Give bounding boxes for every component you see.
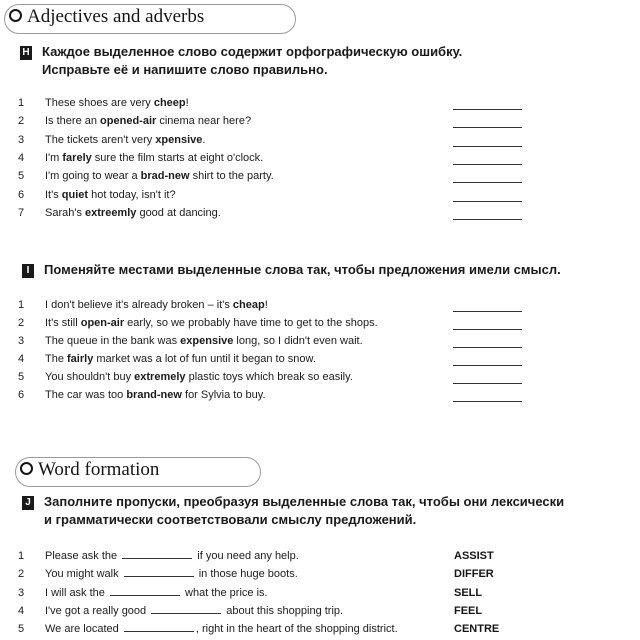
task1-row <box>0 167 640 185</box>
sentence-end: sure the film starts at eight o'clock. <box>91 151 264 164</box>
sentence-end: good at dancing. <box>136 206 221 219</box>
task3-row <box>0 620 640 638</box>
item-sentence <box>45 332 363 350</box>
sentence-start: Please ask the <box>45 550 121 562</box>
item-number: 7 <box>18 206 25 219</box>
answer-line[interactable] <box>453 347 522 348</box>
task3-row <box>0 602 640 620</box>
task-badge-h: Н <box>20 46 32 60</box>
item-number: 6 <box>18 389 25 401</box>
sentence-end: early, so we probably have time to get to the shops. <box>124 317 378 329</box>
sentence-end: ! <box>264 299 268 311</box>
sentence-end: shirt to the party. <box>189 170 274 183</box>
item-sentence <box>45 94 189 112</box>
highlighted-word: fairly <box>67 353 94 365</box>
item-sentence <box>45 584 268 602</box>
keyword: CENTRE <box>454 623 500 636</box>
sentence-end: . <box>202 133 206 146</box>
sentence-end: market was a lot of fun until it began to snow. <box>93 353 316 365</box>
task2-row <box>0 296 640 314</box>
item-number: 3 <box>18 133 25 146</box>
highlighted-word: extremely <box>134 371 186 383</box>
answer-blank[interactable] <box>122 548 192 559</box>
answer-line[interactable] <box>453 311 522 312</box>
answer-line[interactable] <box>453 329 522 330</box>
sentence-start: I've got a really good <box>45 604 150 617</box>
sentence-end: if you need any help. <box>194 550 299 562</box>
sentence-start: The tickets aren't very <box>45 133 156 146</box>
highlighted-word: farely <box>62 151 92 164</box>
task1-instruction-line1: Каждое выделенное слово содержит орфографическую ошибку. <box>42 44 463 59</box>
circle-bullet-icon <box>9 9 22 22</box>
task1-row <box>0 94 640 112</box>
sentence-end: for Sylvia to buy. <box>181 389 266 401</box>
sentence-start: You might walk <box>45 568 122 581</box>
sentence-end: ! <box>185 97 189 109</box>
task1-row <box>0 131 640 149</box>
task1-row <box>0 204 640 222</box>
highlighted-word: cheap <box>232 299 265 311</box>
highlighted-word: xpensive <box>155 133 203 146</box>
answer-line[interactable] <box>453 109 522 110</box>
sentence-start: It's <box>45 188 62 201</box>
highlighted-word: brad-new <box>140 170 190 183</box>
task2-row <box>0 332 640 350</box>
answer-line[interactable] <box>453 219 522 220</box>
item-sentence <box>45 386 266 404</box>
item-number: 3 <box>18 335 25 347</box>
item-sentence <box>45 296 268 314</box>
sentence-start: These shoes are very <box>45 97 154 109</box>
item-sentence <box>45 131 205 149</box>
item-number: 5 <box>18 170 25 183</box>
item-sentence <box>45 350 316 368</box>
item-number: 3 <box>18 586 25 599</box>
highlighted-word: quiet <box>61 188 89 201</box>
sentence-start: You shouldn't buy <box>45 371 135 383</box>
item-sentence <box>45 204 221 222</box>
sentence-end: in those huge boots. <box>195 568 298 581</box>
item-number: 4 <box>18 151 25 164</box>
item-number: 1 <box>18 97 25 109</box>
keyword: DIFFER <box>454 568 494 581</box>
sentence-start: I'm <box>45 151 63 164</box>
sentence-start: I will ask the <box>45 586 108 599</box>
task-badge-j: J <box>22 496 34 510</box>
item-sentence <box>45 112 251 130</box>
answer-line[interactable] <box>453 401 522 402</box>
highlighted-word: opened-air <box>100 115 157 128</box>
section-title-adjectives: Adjectives and adverbs <box>9 6 204 28</box>
sentence-end: long, so I didn't even wait. <box>233 335 363 347</box>
sentence-start: The queue in the bank was <box>45 335 181 347</box>
item-number: 2 <box>18 568 25 581</box>
item-number: 5 <box>18 371 25 383</box>
sentence-start: It's still <box>45 317 81 329</box>
answer-blank[interactable] <box>110 585 180 596</box>
keyword: ASSIST <box>454 550 494 562</box>
item-sentence <box>45 314 378 332</box>
task3-row <box>0 584 640 602</box>
task2-row <box>0 368 640 386</box>
answer-line[interactable] <box>453 201 522 202</box>
task1-row <box>0 186 640 204</box>
task1-row <box>0 149 640 167</box>
task3-row <box>0 565 640 583</box>
item-sentence <box>45 167 274 185</box>
sentence-start: Is there an <box>45 115 101 128</box>
item-number: 2 <box>18 317 25 329</box>
task-badge-i: I <box>22 264 34 278</box>
answer-line[interactable] <box>453 146 522 147</box>
item-number: 4 <box>18 353 25 365</box>
item-sentence <box>45 547 299 565</box>
item-number: 5 <box>18 623 25 636</box>
task3-row <box>0 547 640 565</box>
task2-instruction: Поменяйте местами выделенные слова так, чтобы предложения имели смысл. <box>44 262 561 277</box>
sentence-end: cinema near here? <box>156 115 252 128</box>
highlighted-word: expensive <box>180 335 234 347</box>
task2-row <box>0 314 640 332</box>
answer-line[interactable] <box>453 127 522 128</box>
highlighted-word: extreemly <box>85 206 137 219</box>
highlighted-word: brand-new <box>126 389 182 401</box>
answer-blank[interactable] <box>151 603 221 614</box>
circle-bullet-icon <box>20 462 33 475</box>
item-sentence <box>45 186 176 204</box>
sentence-end: what the price is. <box>181 586 268 599</box>
sentence-start: We are located <box>45 623 122 636</box>
task3-instruction-line1: Заполните пропуски, преобразуя выделенные слова так, чтобы они лексически <box>44 494 565 509</box>
sentence-end: , right in the heart of the shopping district. <box>195 623 398 636</box>
task2-row <box>0 350 640 368</box>
sentence-end: hot today, isn't it? <box>88 188 176 201</box>
item-number: 6 <box>18 188 25 201</box>
item-sentence <box>45 565 298 583</box>
sentence-end: about this shopping trip. <box>223 604 344 617</box>
sentence-start: I'm going to wear a <box>45 170 141 183</box>
task1-instruction-line2: Исправьте её и напишите слово правильно. <box>42 62 328 77</box>
task2-row <box>0 386 640 404</box>
sentence-end: plastic toys which break so easily. <box>185 371 353 383</box>
section-title-word-formation: Word formation <box>20 459 159 481</box>
highlighted-word: open-air <box>80 317 125 329</box>
item-number: 1 <box>18 299 25 311</box>
item-number: 2 <box>18 115 25 128</box>
item-sentence <box>45 602 343 620</box>
item-number: 1 <box>18 550 25 562</box>
item-sentence <box>45 368 353 386</box>
highlighted-word: cheep <box>153 97 186 109</box>
answer-blank[interactable] <box>124 566 194 577</box>
keyword: FEEL <box>454 604 483 617</box>
item-sentence <box>45 149 263 167</box>
sentence-start: Sarah's <box>45 206 86 219</box>
sentence-start: The car was too <box>45 389 127 401</box>
answer-line[interactable] <box>453 164 522 165</box>
answer-line[interactable] <box>453 383 522 384</box>
answer-blank[interactable] <box>124 621 194 632</box>
sentence-start: The <box>45 353 68 365</box>
sentence-start: I don't believe it's already broken – it's <box>45 299 233 311</box>
answer-line[interactable] <box>453 182 522 183</box>
task1-row <box>0 112 640 130</box>
item-sentence <box>45 620 398 638</box>
item-number: 4 <box>18 604 25 617</box>
task3-instruction-line2: и грамматически соответствовали смыслу предложений. <box>44 512 417 527</box>
keyword: SELL <box>454 586 483 599</box>
answer-line[interactable] <box>453 365 522 366</box>
